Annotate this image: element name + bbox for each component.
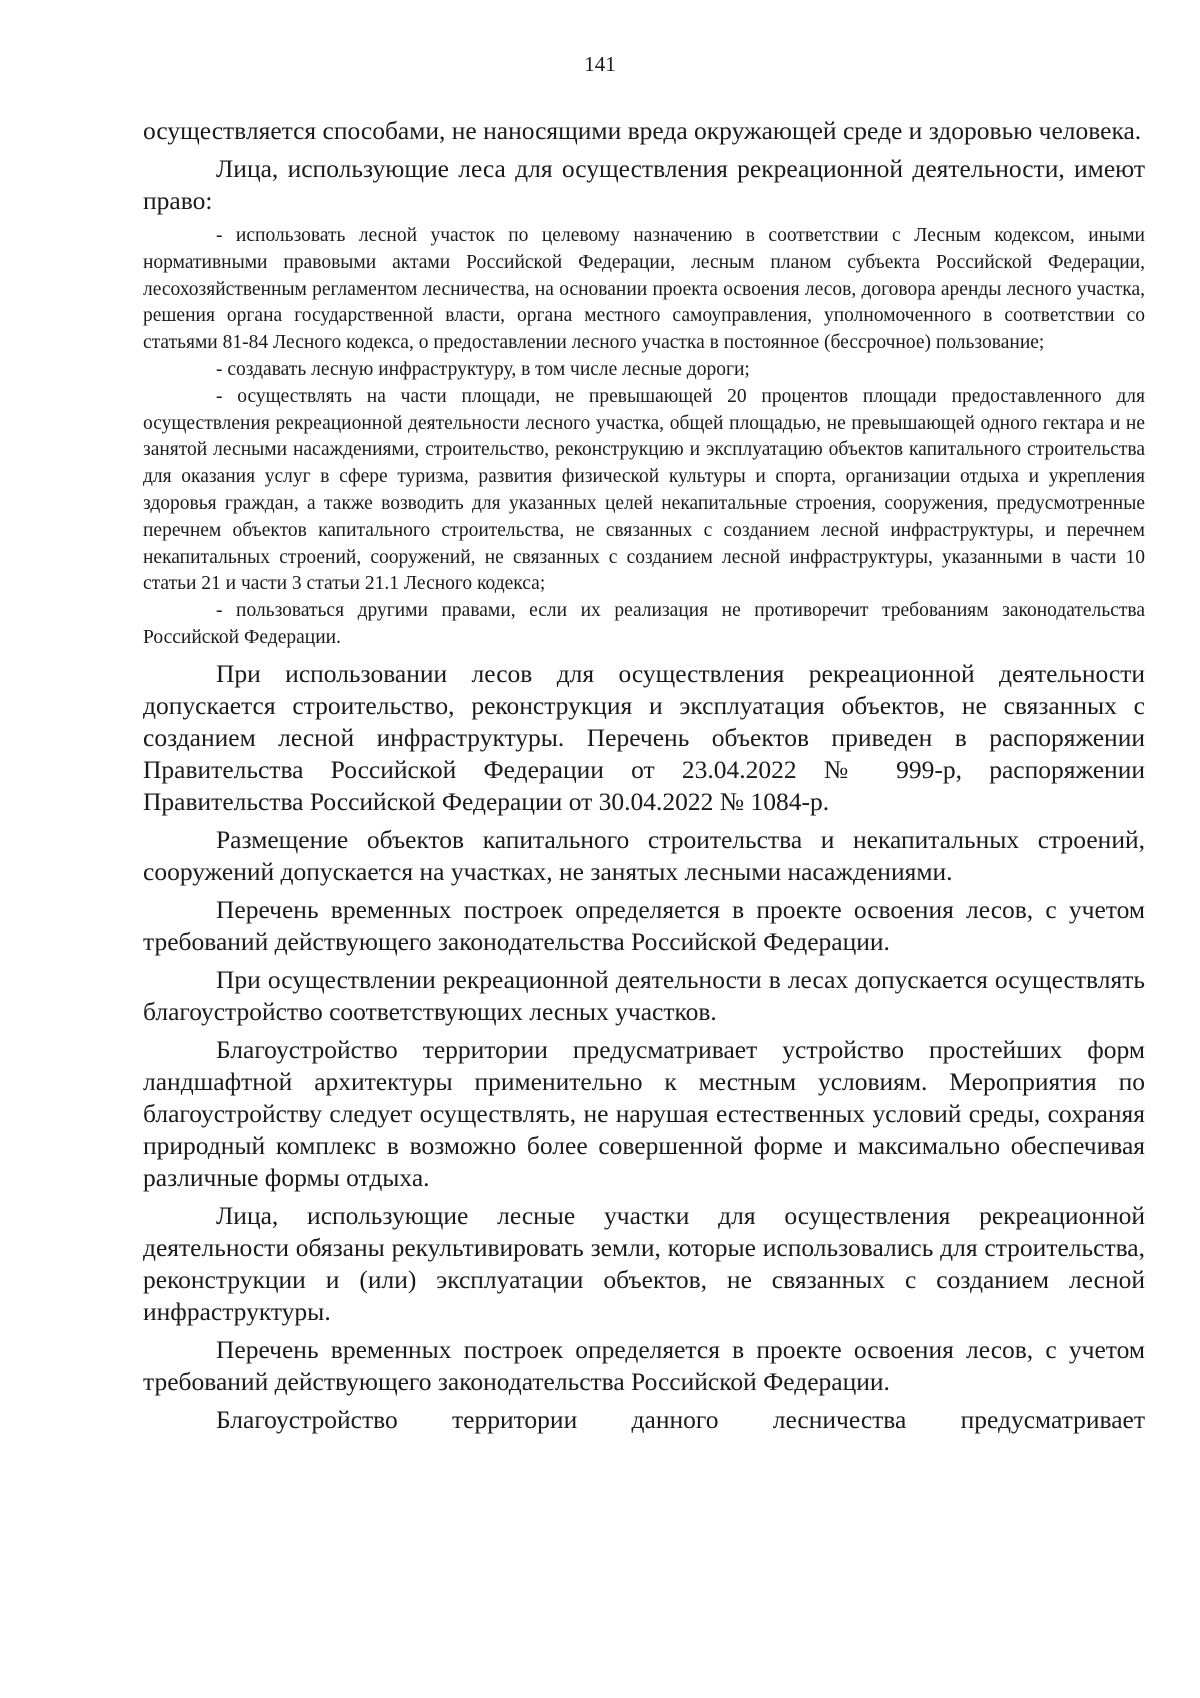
paragraph-temporary-buildings-repeat: Перечень временных построек определяется в проекте освоения лесов, с учетом требований действующего законодательства Российской Федерации. [143, 1334, 1145, 1396]
paragraph-landscaping-allowed: При осуществлении рекреационной деятельности в лесах допускается осуществлять благоустройство соответствующих лесных участков. [143, 964, 1145, 1026]
rights-list-item: - создавать лесную инфраструктуру, в том числе лесные дороги; [216, 358, 750, 380]
paragraph-placement: Размещение объектов капитального строительства и некапитальных строений, сооружений допускается на участках, не занятых лесными насаждениями. [143, 824, 1145, 886]
paragraph-construction: При использовании лесов для осуществления рекреационной деятельности допускается строительство, реконструкция и эксплуатация объектов, не связанных с созданием лесной инфраструктуры. Перечень объектов приведен в распоряжении Правительства Российской Федерации от 23.04.2022 № 999-р, распоряжении Правительства Российской Федерации от 30.04.2022 № 1084-р. [143, 658, 1145, 816]
document-body [143, 115, 1145, 1442]
paragraph-landscaping-forestry: Благоустройство территории данного лесничества предусматривает [216, 1404, 1145, 1434]
rights-list-item: - пользоваться другими правами, если их реализация не противоречит требованиям законодательства Российской Федерации. [143, 600, 1145, 648]
paragraph-landscaping-forms: Благоустройство территории предусматривает устройство простейших форм ландшафтной архитектуры применительно к местным условиям. Мероприятия по благоустройству следует осуществлять, не нарушая естественных условий среды, сохраняя природный комплекс в возможно более совершенной форме и максимально обеспечивая различные формы отдыха. [143, 1034, 1145, 1192]
rights-list [143, 223, 1145, 652]
rights-list-item: - использовать лесной участок по целевому назначению в соответствии с Лесным кодексом, иными нормативными правовыми актами Российской Федерации, лесным планом субъекта Российской Федерации, лесохозяйственным регламентом лесничества, на основании проекта освоения лесов, договора аренды лесного участка, решения органа государственной власти, органа местного самоуправления, уполномоченного в соответствии со статьями 81-84 Лесного кодекса, о предоставлении лесного участка в постоянное (бессрочное) пользование; [143, 225, 1145, 354]
paragraph-temporary-buildings: Перечень временных построек определяется в проекте освоения лесов, с учетом требований действующего законодательства Российской Федерации. [143, 894, 1145, 956]
paragraph-recultivation: Лица, использующие лесные участки для осуществления рекреационной деятельности обязаны рекультивировать земли, которые использовались для строительства, реконструкции и (или) эксплуатации объектов, не связанных с созданием лесной инфраструктуры. [143, 1200, 1145, 1326]
page-number: 141 [584, 52, 616, 76]
paragraph-continuation: осуществляется способами, не наносящими вреда окружающей среде и здоровью человека. [143, 116, 1142, 145]
rights-list-item: - осуществлять на части площади, не превышающей 20 процентов площади предоставленного для осуществления рекреационной деятельности лесного участка, общей площадью, не превышающей одного гектара и не занятой лесными насаждениями, строительство, реконструкцию и эксплуатацию объектов капитального строительства для оказания услуг в сфере туризма, развития физической культуры и спорта, организации отдыха и укрепления здоровья граждан, а также возводить для указанных целей некапитальные строения, сооружения, предусмотренные перечнем объектов капитального строительства, не связанных с созданием лесной инфраструктуры, и перечнем некапитальных строений, сооружений, не связанных с созданием лесной инфраструктуры, указанными в части 10 статьи 21 и части 3 статьи 21.1 Лесного кодекса; [143, 385, 1145, 595]
paragraph-rights-intro: Лица, использующие леса для осуществления рекреационной деятельности, имеют право: [143, 154, 1145, 215]
